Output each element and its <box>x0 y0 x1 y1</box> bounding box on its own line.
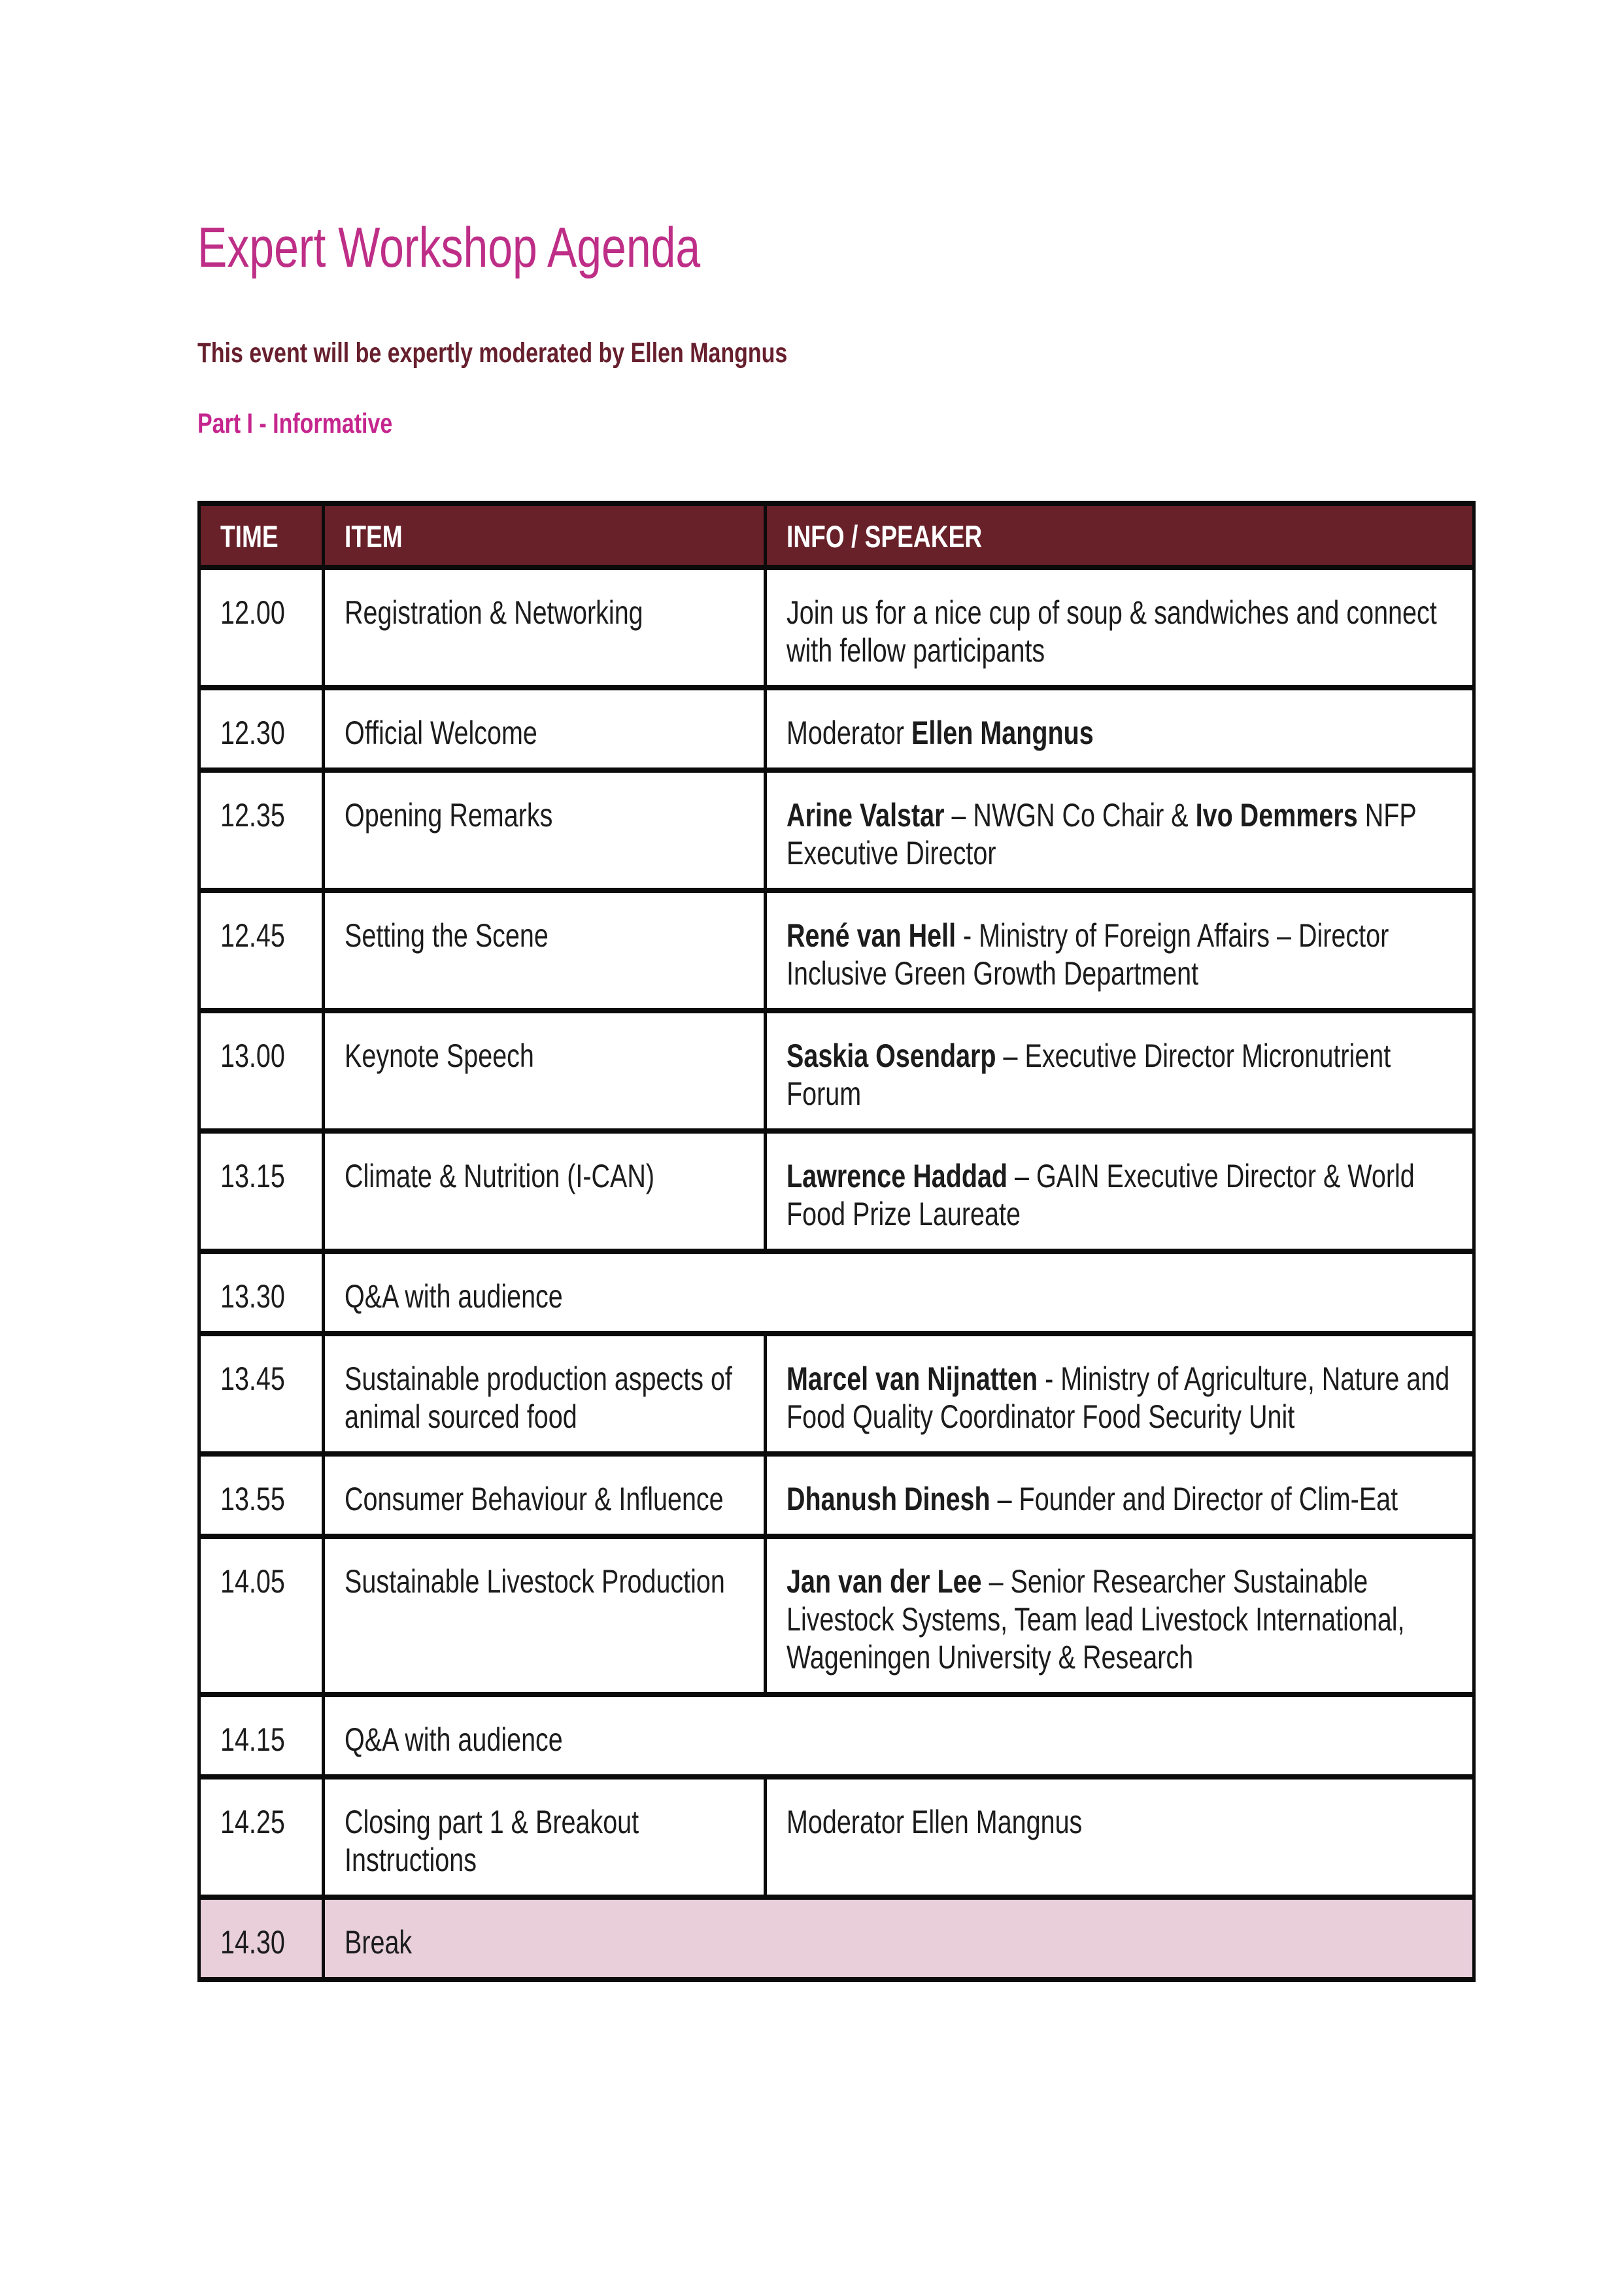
item-cell: Q&A with audience <box>324 1251 1474 1334</box>
time-cell: 13.15 <box>199 1131 324 1251</box>
agenda-row <box>199 1536 1474 1695</box>
time-cell: 14.30 <box>199 1897 324 1980</box>
time-cell: 12.35 <box>199 770 324 890</box>
agenda-row <box>199 1011 1474 1131</box>
column-header-item: ITEM <box>324 503 766 567</box>
column-header-info-speaker: INFO / SPEAKER <box>766 503 1474 567</box>
item-cell: Climate & Nutrition (I-CAN) <box>324 1131 766 1251</box>
time-cell: 14.05 <box>199 1536 324 1695</box>
agenda-table-header <box>199 503 1474 567</box>
moderator-note <box>197 336 1474 370</box>
time-cell: 12.00 <box>199 567 324 688</box>
item-cell: Sustainable production aspects of animal sourced food <box>324 1334 766 1454</box>
item-cell: Opening Remarks <box>324 770 766 890</box>
time-cell: 13.30 <box>199 1251 324 1334</box>
item-cell: Sustainable Livestock Production <box>324 1536 766 1695</box>
header-row <box>199 503 1474 567</box>
agenda-table <box>197 501 1476 1982</box>
item-cell: Consumer Behaviour & Influence <box>324 1454 766 1536</box>
time-cell: 14.15 <box>199 1695 324 1777</box>
time-cell: 12.45 <box>199 890 324 1011</box>
page-title-text: Expert Workshop Agenda <box>197 216 701 279</box>
section-heading-text: Part I - Informative <box>197 408 393 439</box>
time-cell: 12.30 <box>199 688 324 770</box>
agenda-row <box>199 1897 1474 1980</box>
item-cell: Official Welcome <box>324 688 766 770</box>
time-cell: 14.25 <box>199 1777 324 1897</box>
info-cell: Jan van der Lee – Senior Researcher Sustainable Livestock Systems, Team lead Livestock International, Wageningen University & Research <box>766 1536 1474 1695</box>
agenda-row <box>199 770 1474 890</box>
agenda-row <box>199 1777 1474 1897</box>
item-cell: Keynote Speech <box>324 1011 766 1131</box>
info-cell: Moderator Ellen Mangnus <box>766 688 1474 770</box>
item-cell: Closing part 1 & Breakout Instructions <box>324 1777 766 1897</box>
time-cell: 13.55 <box>199 1454 324 1536</box>
agenda-row <box>199 567 1474 688</box>
section-heading <box>197 407 1474 441</box>
info-cell: Moderator Ellen Mangnus <box>766 1777 1474 1897</box>
agenda-row <box>199 1695 1474 1777</box>
item-cell: Q&A with audience <box>324 1695 1474 1777</box>
agenda-row <box>199 1251 1474 1334</box>
time-cell: 13.00 <box>199 1011 324 1131</box>
info-cell: Dhanush Dinesh – Founder and Director of Clim-Eat <box>766 1454 1474 1536</box>
item-cell: Registration & Networking <box>324 567 766 688</box>
item-cell: Setting the Scene <box>324 890 766 1011</box>
agenda-row <box>199 1334 1474 1454</box>
agenda-row <box>199 890 1474 1011</box>
moderator-note-text: This event will be expertly moderated by Ellen Mangnus <box>197 337 788 369</box>
time-cell: 13.45 <box>199 1334 324 1454</box>
column-header-time: TIME <box>199 503 324 567</box>
info-cell: Arine Valstar – NWGN Co Chair & Ivo Demmers NFP Executive Director <box>766 770 1474 890</box>
info-cell: Join us for a nice cup of soup & sandwiches and connect with fellow participants <box>766 567 1474 688</box>
page-title <box>197 216 1474 279</box>
agenda-row <box>199 1454 1474 1536</box>
agenda-row <box>199 1131 1474 1251</box>
info-cell: Marcel van Nijnatten - Ministry of Agriculture, Nature and Food Quality Coordinator Food Security Unit <box>766 1334 1474 1454</box>
info-cell: René van Hell - Ministry of Foreign Affairs – Director Inclusive Green Growth Department <box>766 890 1474 1011</box>
item-cell: Break <box>324 1897 1474 1980</box>
info-cell: Lawrence Haddad – GAIN Executive Director & World Food Prize Laureate <box>766 1131 1474 1251</box>
agenda-row <box>199 688 1474 770</box>
agenda-table-body <box>199 567 1474 1980</box>
info-cell: Saskia Osendarp – Executive Director Micronutrient Forum <box>766 1011 1474 1131</box>
